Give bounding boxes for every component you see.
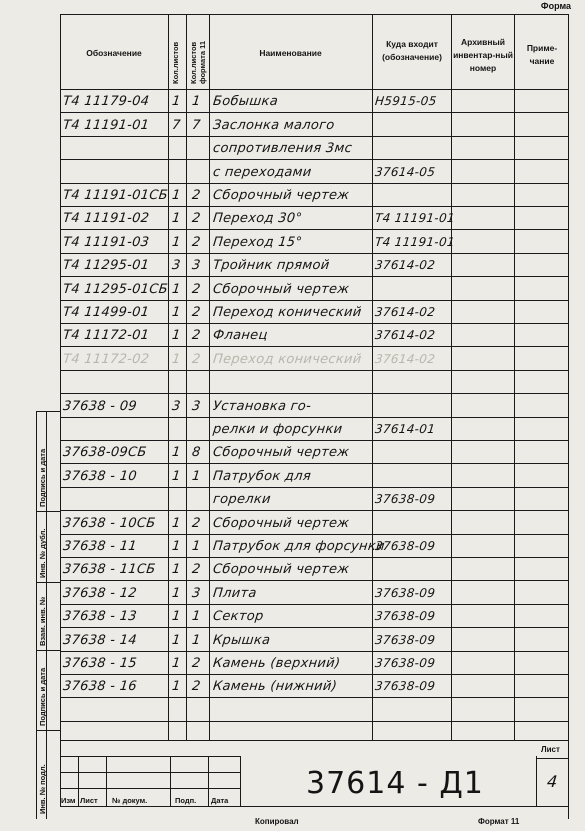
row-name: релки и форсунки (212, 422, 344, 437)
row-sheets-format: 2 (191, 562, 202, 578)
row-sheets-count: 1 (171, 609, 182, 625)
side-strip-line (36, 511, 60, 512)
row-designation: Т4 11295-01СБ (62, 281, 169, 297)
row-sheets-format: 3 (191, 398, 202, 414)
border-top (60, 14, 568, 15)
form-label: Форма (540, 1, 571, 11)
row-sheets-format: 1 (191, 539, 202, 554)
stamp-col (78, 756, 79, 806)
col-line (514, 14, 515, 740)
row-name: Крышка (212, 632, 272, 648)
row-sheets-count: 1 (171, 679, 182, 695)
stamp-podp: Подп. (175, 796, 197, 805)
row-designation: Т4 11172-01 (62, 328, 151, 344)
header-note: Приме-чание (526, 43, 558, 67)
row-sheets-format: 1 (191, 632, 202, 648)
row-designation: 37638 - 13 (62, 609, 138, 625)
row-sheets-count: 1 (171, 468, 182, 484)
row-where-used: 37614-02 (374, 328, 436, 343)
side-label-replaces-inv: Взам. инв. № (38, 596, 47, 646)
border-right (568, 14, 569, 819)
row-sheets-count: 1 (171, 234, 182, 250)
row-sheets-format: 2 (191, 351, 202, 367)
row-name: Сектор (212, 609, 265, 625)
row-where-used: Т4 11191-01 (374, 211, 456, 226)
row-sheets-count: 1 (171, 281, 182, 297)
row-sheets-count: 1 (171, 351, 182, 367)
stamp-line (60, 788, 240, 789)
row-designation: Т4 11191-01СБ (62, 188, 169, 203)
row-designation: 37638 - 16 (62, 679, 138, 695)
row-designation: 37638-09СБ (62, 445, 148, 461)
row-designation: Т4 11172-02 (62, 351, 151, 367)
row-where-used: 37638-09 (374, 585, 436, 600)
row-where-used: 37614-05 (374, 164, 436, 179)
row-sheets-count: 7 (171, 117, 182, 133)
row-divider (60, 697, 568, 698)
row-name: с переходами (212, 164, 313, 180)
row-where-used: 37638-09 (374, 609, 436, 624)
row-sheets-format: 3 (191, 585, 202, 601)
row-name: Плита (212, 585, 258, 601)
row-designation: Т4 11499-01 (62, 305, 151, 320)
row-where-used: 37638-09 (374, 656, 436, 670)
header-sheets-count: Кол.листов (171, 41, 180, 84)
row-sheets-format: 2 (191, 515, 202, 531)
stamp-line (60, 756, 240, 757)
stamp-line (60, 772, 240, 773)
row-name: Камень (верхний) (212, 656, 342, 671)
row-where-used: Н5915-05 (374, 94, 438, 109)
row-where-used: 37638-09 (374, 492, 436, 507)
side-label-orig-inv: Инв. № подл. (38, 764, 47, 814)
row-divider (60, 580, 568, 581)
row-divider (60, 346, 568, 347)
row-sheets-count: 1 (171, 539, 182, 554)
row-sheets-count: 1 (171, 305, 182, 320)
row-divider (60, 487, 568, 488)
side-strip-line (36, 582, 60, 583)
row-where-used: 37638-09 (374, 539, 436, 553)
row-name: Тройник прямой (212, 258, 331, 274)
header-sheets-format: Кол.листов формата 11 (189, 40, 207, 84)
row-sheets-format: 2 (191, 281, 202, 297)
row-name: Сборочный чертеж (212, 445, 351, 461)
col-line (372, 14, 373, 740)
row-divider (60, 370, 568, 371)
stamp-line (60, 740, 568, 741)
row-sheets-format: 1 (191, 468, 202, 484)
row-name: Сборочный чертеж (212, 281, 351, 297)
document-number: 37614 - Д1 (306, 766, 484, 801)
side-strip-line (36, 411, 37, 819)
row-where-used: 37614-02 (374, 351, 436, 366)
row-name: сопротивления 3мс (212, 141, 353, 157)
row-sheets-format: 2 (191, 656, 202, 671)
stamp-col (170, 756, 171, 806)
row-sheets-format: 7 (191, 117, 202, 133)
row-divider (60, 604, 568, 605)
stamp-col (240, 756, 241, 806)
row-where-used: 37638-09 (374, 679, 436, 694)
stamp-line (60, 806, 568, 807)
row-where-used: 37638-09 (374, 632, 436, 647)
side-label-sign-date: Подпись и дата (38, 448, 47, 507)
stamp-sheet-value: 4 (546, 772, 559, 791)
row-divider (60, 417, 568, 418)
row-divider (60, 557, 568, 558)
row-divider (60, 206, 568, 207)
row-name: Камень (нижний) (212, 679, 338, 695)
row-divider (60, 136, 568, 137)
header-archive-no: Архивный инвентар-ный номер (453, 37, 513, 74)
row-divider (60, 651, 568, 652)
row-designation: 37638 - 12 (62, 585, 138, 601)
border-left (60, 14, 61, 806)
row-sheets-format: 2 (191, 211, 202, 227)
row-name: Фланец (212, 328, 269, 344)
side-strip-line (36, 650, 60, 651)
row-name: Сборочный чертеж (212, 562, 351, 578)
row-name: горелки (212, 492, 272, 508)
row-name: Патрубок для (212, 468, 312, 484)
footer-format: Формат 11 (478, 817, 520, 826)
row-name: Переход конический (212, 305, 363, 320)
row-sheets-count: 3 (171, 398, 182, 414)
row-name: Сборочный чертеж (212, 188, 351, 203)
stamp-col (208, 756, 209, 806)
row-designation: Т4 11191-03 (62, 234, 151, 250)
footer-copied: Копировал (255, 817, 299, 826)
row-where-used: Т4 11191-01 (374, 234, 456, 249)
side-label-dup-inv: Инв. № дубл. (38, 528, 47, 578)
row-sheets-count: 1 (171, 328, 182, 344)
stamp-list: Лист (80, 796, 98, 805)
row-where-used: 37614-01 (374, 422, 436, 436)
header-designation: Обозначение (86, 48, 142, 58)
row-sheets-count: 1 (171, 188, 182, 203)
spec-sheet (0, 14, 585, 819)
row-sheets-format: 1 (191, 94, 202, 110)
row-name: Переход 15° (212, 234, 303, 250)
row-designation: 37638 - 11СБ (62, 562, 157, 578)
row-divider (60, 534, 568, 535)
row-sheets-count: 1 (171, 656, 182, 671)
row-designation: Т4 11191-01 (62, 117, 151, 133)
row-sheets-format: 1 (191, 609, 202, 625)
row-sheets-count: 1 (171, 211, 182, 227)
stamp-data: Дата (211, 796, 229, 805)
row-sheets-count: 3 (171, 258, 182, 274)
row-divider (60, 323, 568, 324)
row-divider (60, 393, 568, 394)
row-sheets-format: 2 (191, 305, 202, 320)
row-sheets-format: 3 (191, 258, 202, 274)
row-name: Бобышка (212, 94, 279, 110)
row-sheets-count: 1 (171, 94, 182, 110)
row-designation: 37638 - 11 (62, 539, 138, 554)
row-divider (60, 463, 568, 464)
row-sheets-format: 2 (191, 328, 202, 344)
row-divider (60, 627, 568, 628)
row-sheets-count: 1 (171, 515, 182, 531)
row-sheets-format: 2 (191, 234, 202, 250)
side-strip-line (36, 730, 60, 731)
header-name: Наименование (259, 48, 322, 58)
row-designation: Т4 11191-02 (62, 211, 151, 227)
row-divider (60, 159, 568, 160)
row-divider (60, 112, 568, 113)
row-name: Установка го- (212, 398, 312, 414)
row-divider (60, 253, 568, 254)
row-where-used: 37614-02 (374, 305, 436, 319)
row-divider (60, 276, 568, 277)
header-where-used: Куда входит (обозначение) (382, 39, 442, 63)
col-line (209, 14, 210, 740)
row-designation: Т4 11295-01 (62, 258, 151, 274)
row-sheets-format: 2 (191, 679, 202, 695)
side-strip-line (36, 411, 60, 412)
row-designation: 37638 - 14 (62, 632, 138, 648)
row-sheets-count: 1 (171, 585, 182, 601)
row-name: Переход 30° (212, 211, 303, 227)
row-divider (60, 721, 568, 722)
row-designation: 37638 - 10 (62, 468, 138, 484)
row-divider (60, 300, 568, 301)
stamp-col (536, 756, 537, 806)
row-designation: Т4 11179-04 (62, 94, 151, 110)
row-divider (60, 229, 568, 230)
row-divider (60, 440, 568, 441)
col-line (451, 14, 452, 740)
row-sheets-format: 2 (191, 188, 202, 203)
row-sheets-format: 8 (191, 445, 202, 461)
row-sheets-count: 1 (171, 632, 182, 648)
row-name: Заслонка малого (212, 117, 336, 133)
col-line (168, 14, 169, 740)
stamp-col (106, 756, 107, 806)
stamp-doc-no: № докум. (112, 796, 148, 805)
row-name: Переход конический (212, 351, 363, 367)
row-designation: 37638 - 15 (62, 656, 138, 671)
row-name: Сборочный чертеж (212, 515, 351, 531)
header-divider (60, 89, 568, 90)
row-designation: 37638 - 10СБ (62, 515, 157, 531)
row-divider (60, 510, 568, 511)
row-sheets-count: 1 (171, 562, 182, 578)
row-designation: 37638 - 09 (62, 398, 138, 414)
side-label-sign-date-2: Подпись и дата (38, 667, 47, 726)
stamp-sheet-label: Лист (541, 745, 560, 754)
row-where-used: 37614-02 (374, 258, 436, 273)
col-line (186, 14, 187, 740)
stamp-line (536, 758, 568, 759)
row-divider (60, 183, 568, 184)
row-sheets-count: 1 (171, 445, 182, 461)
row-name: Патрубок для форсунки (212, 539, 386, 554)
row-divider (60, 674, 568, 675)
stamp-izm: Изм (61, 796, 76, 805)
